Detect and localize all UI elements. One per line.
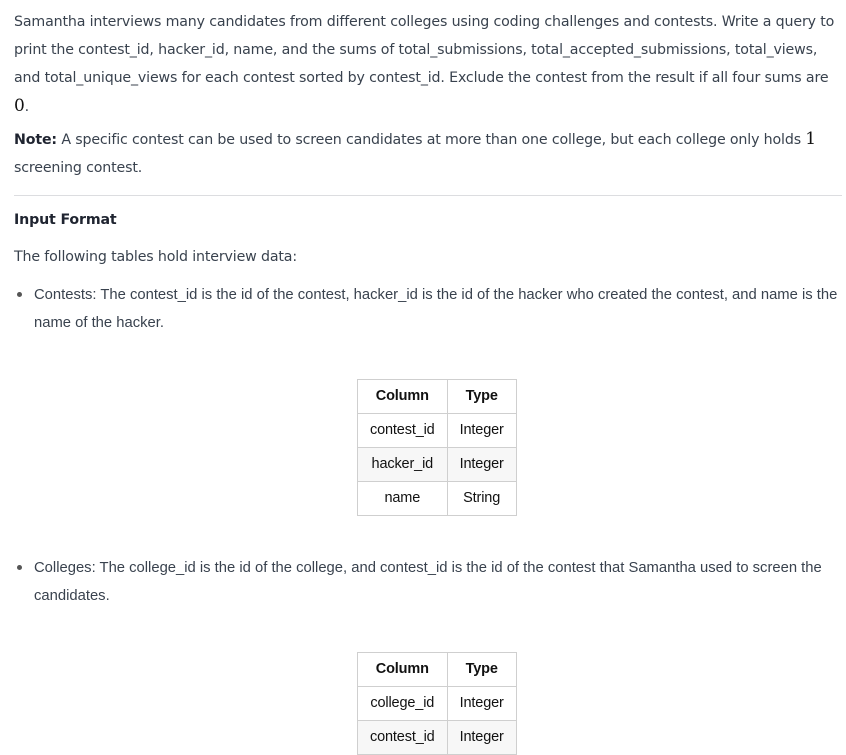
table-row — [358, 482, 517, 516]
table-row — [358, 687, 517, 721]
bullet-icon — [17, 292, 22, 297]
type-header: Type — [447, 653, 516, 687]
table-header-row — [358, 653, 517, 687]
section-divider — [14, 195, 842, 196]
column-header: Column — [358, 380, 448, 414]
table-descriptions-list — [14, 281, 840, 755]
table-row — [358, 448, 517, 482]
type-cell: Integer — [447, 721, 516, 755]
type-cell: Integer — [447, 687, 516, 721]
colleges-schema-table — [357, 652, 517, 755]
type-cell: Integer — [447, 414, 516, 448]
type-cell: String — [447, 482, 516, 516]
type-cell: Integer — [447, 448, 516, 482]
column-cell: name — [358, 482, 448, 516]
colleges-description: Colleges: The college_id is the id of the college, and contest_id is the id of the contest that Samantha used to screen the candidates. — [34, 560, 822, 604]
note-label: Note: — [14, 132, 57, 148]
description-text: Samantha interviews many candidates from different colleges using coding challenges and contests. Write a query to print the contest_id, hacker_id, name, and the sums of total_submissions, total_accepted_submissions, total_views, and total_unique_views for each contest sorted by contest_id. Exclude the contest from the result if all four sums are — [14, 14, 835, 86]
column-cell: college_id — [358, 687, 448, 721]
problem-description — [14, 8, 840, 121]
bullet-icon — [17, 565, 22, 570]
column-header: Column — [358, 653, 448, 687]
column-cell: contest_id — [358, 721, 448, 755]
type-header: Type — [447, 380, 516, 414]
table-row — [358, 721, 517, 755]
column-cell: contest_id — [358, 414, 448, 448]
problem-statement — [14, 8, 840, 755]
contests-description: Contests: The contest_id is the id of the contest, hacker_id is the id of the hacker who created the contest, and name is the name of the hacker. — [34, 287, 838, 331]
table-header-row — [358, 380, 517, 414]
note-text: A specific contest can be used to screen candidates at more than one college, but each college only holds — [56, 132, 806, 148]
contests-schema-table — [357, 379, 517, 516]
column-cell: hacker_id — [358, 448, 448, 482]
note-text-end: screening contest. — [14, 160, 143, 176]
math-one: 1 — [805, 129, 816, 149]
list-item-contests — [14, 281, 840, 516]
math-zero: 0 — [14, 96, 25, 116]
note-paragraph — [14, 125, 840, 182]
description-end: . — [24, 99, 30, 115]
table-row — [358, 414, 517, 448]
input-format-heading: Input Format — [14, 212, 117, 228]
input-format-intro: The following tables hold interview data: — [14, 249, 297, 265]
